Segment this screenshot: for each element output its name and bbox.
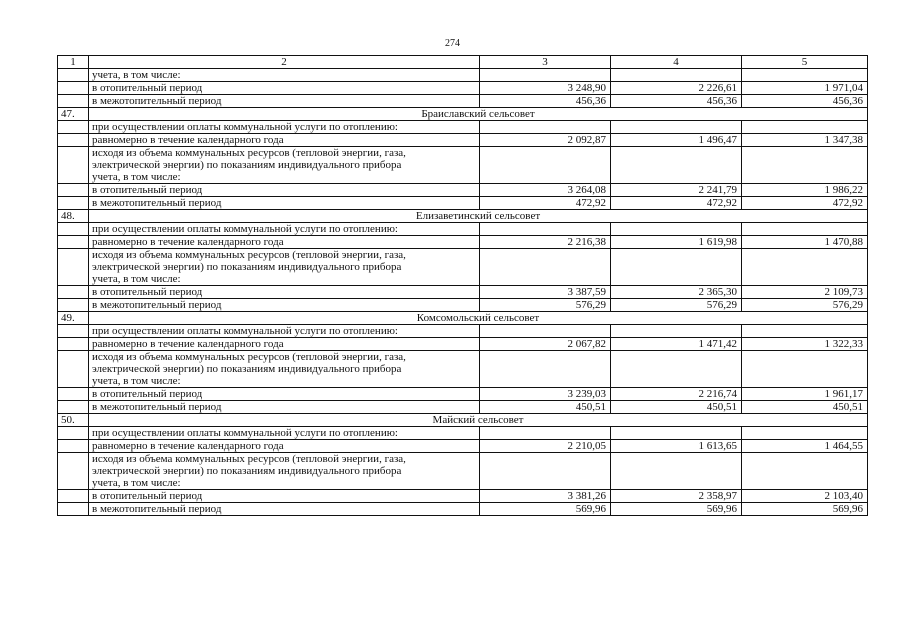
value-col-4 — [611, 223, 742, 236]
section-title: Майский сельсовет — [89, 414, 868, 427]
section-row — [58, 210, 868, 223]
row-description: при осуществлении оплаты коммунальной услуги по отоплению: — [89, 325, 480, 338]
value-col-5: 2 109,73 — [742, 286, 868, 299]
value-col-4: 1 613,65 — [611, 440, 742, 453]
value-col-5 — [742, 427, 868, 440]
value-col-5: 472,92 — [742, 197, 868, 210]
description-line: исходя из объема коммунальных ресурсов (тепловой энергии, газа, — [92, 249, 406, 261]
value-col-3 — [480, 325, 611, 338]
value-col-5: 569,96 — [742, 503, 868, 516]
value-col-3: 3 264,08 — [480, 184, 611, 197]
table-row — [58, 82, 868, 95]
row-number-cell — [58, 95, 89, 108]
description-line: учета, в том числе: — [92, 273, 181, 285]
description-line: учета, в том числе: — [92, 171, 181, 183]
row-description — [89, 453, 480, 490]
row-description: в отопительный период — [89, 286, 480, 299]
row-description: в отопительный период — [89, 184, 480, 197]
row-number-cell — [58, 69, 89, 82]
value-col-3: 456,36 — [480, 95, 611, 108]
value-col-5 — [742, 249, 868, 286]
value-col-3: 3 387,59 — [480, 286, 611, 299]
value-col-3: 2 210,05 — [480, 440, 611, 453]
value-col-3 — [480, 249, 611, 286]
section-title: Браиславский сельсовет — [89, 108, 868, 121]
row-description: в межотопительный период — [89, 95, 480, 108]
row-description: в отопительный период — [89, 388, 480, 401]
description-line: учета, в том числе: — [92, 477, 181, 489]
table-row — [58, 490, 868, 503]
value-col-5: 2 103,40 — [742, 490, 868, 503]
table-row — [58, 286, 868, 299]
value-col-5: 1 464,55 — [742, 440, 868, 453]
row-description: в межотопительный период — [89, 401, 480, 414]
description-line: электрической энергии) по показаниям индивидуального прибора — [92, 261, 402, 273]
table-row — [58, 184, 868, 197]
value-col-3 — [480, 121, 611, 134]
row-number-cell — [58, 147, 89, 184]
value-col-5 — [742, 121, 868, 134]
table-row — [58, 299, 868, 312]
row-description: при осуществлении оплаты коммунальной услуги по отоплению: — [89, 223, 480, 236]
value-col-5: 456,36 — [742, 95, 868, 108]
value-col-4: 2 226,61 — [611, 82, 742, 95]
row-number-cell — [58, 236, 89, 249]
value-col-3: 472,92 — [480, 197, 611, 210]
row-number-cell — [58, 134, 89, 147]
table-row — [58, 134, 868, 147]
value-col-4: 2 358,97 — [611, 490, 742, 503]
row-number-cell — [58, 299, 89, 312]
value-col-5: 1 971,04 — [742, 82, 868, 95]
row-number-cell — [58, 286, 89, 299]
value-col-5 — [742, 147, 868, 184]
value-col-4 — [611, 121, 742, 134]
value-col-3 — [480, 223, 611, 236]
row-number-cell — [58, 401, 89, 414]
tariff-table — [57, 55, 868, 516]
column-header-2: 2 — [89, 56, 480, 69]
value-col-3 — [480, 147, 611, 184]
value-col-4 — [611, 147, 742, 184]
value-col-3: 569,96 — [480, 503, 611, 516]
value-col-5: 1 961,17 — [742, 388, 868, 401]
value-col-3 — [480, 69, 611, 82]
column-header-1: 1 — [58, 56, 89, 69]
value-col-5 — [742, 325, 868, 338]
value-col-3 — [480, 351, 611, 388]
row-number-cell — [58, 503, 89, 516]
value-col-3: 3 248,90 — [480, 82, 611, 95]
row-number-cell — [58, 490, 89, 503]
table-row — [58, 69, 868, 82]
row-number-cell — [58, 351, 89, 388]
table-row — [58, 388, 868, 401]
table-row — [58, 325, 868, 338]
table-row — [58, 249, 868, 286]
section-number: 49. — [58, 312, 89, 325]
value-col-5 — [742, 453, 868, 490]
section-title: Елизаветинский сельсовет — [89, 210, 868, 223]
table-row — [58, 95, 868, 108]
table-row — [58, 453, 868, 490]
row-description: при осуществлении оплаты коммунальной услуги по отоплению: — [89, 427, 480, 440]
value-col-4: 1 496,47 — [611, 134, 742, 147]
value-col-3 — [480, 427, 611, 440]
table-row — [58, 440, 868, 453]
value-col-5 — [742, 351, 868, 388]
tariff-table-body — [58, 56, 868, 516]
section-row — [58, 414, 868, 427]
row-number-cell — [58, 121, 89, 134]
row-number-cell — [58, 325, 89, 338]
row-number-cell — [58, 338, 89, 351]
value-col-3: 2 216,38 — [480, 236, 611, 249]
row-description: равномерно в течение календарного года — [89, 134, 480, 147]
row-number-cell — [58, 427, 89, 440]
value-col-3: 450,51 — [480, 401, 611, 414]
value-col-5: 576,29 — [742, 299, 868, 312]
description-line: электрической энергии) по показаниям индивидуального прибора — [92, 465, 402, 477]
value-col-4 — [611, 453, 742, 490]
column-header-3: 3 — [480, 56, 611, 69]
value-col-4: 472,92 — [611, 197, 742, 210]
row-description: равномерно в течение календарного года — [89, 338, 480, 351]
section-row — [58, 312, 868, 325]
row-description: равномерно в течение календарного года — [89, 440, 480, 453]
row-description: равномерно в течение календарного года — [89, 236, 480, 249]
value-col-4: 456,36 — [611, 95, 742, 108]
table-row — [58, 427, 868, 440]
table-row — [58, 338, 868, 351]
value-col-3: 2 067,82 — [480, 338, 611, 351]
value-col-3 — [480, 453, 611, 490]
value-col-4: 2 216,74 — [611, 388, 742, 401]
value-col-4: 450,51 — [611, 401, 742, 414]
value-col-3: 3 239,03 — [480, 388, 611, 401]
description-line: электрической энергии) по показаниям индивидуального прибора — [92, 159, 402, 171]
row-description: в отопительный период — [89, 490, 480, 503]
row-description — [89, 249, 480, 286]
row-description — [89, 351, 480, 388]
row-number-cell — [58, 440, 89, 453]
column-header-4: 4 — [611, 56, 742, 69]
page-number: 274 — [445, 38, 460, 49]
section-number: 47. — [58, 108, 89, 121]
table-row — [58, 197, 868, 210]
value-col-4: 1 471,42 — [611, 338, 742, 351]
row-description: в межотопительный период — [89, 299, 480, 312]
value-col-3: 576,29 — [480, 299, 611, 312]
value-col-4 — [611, 249, 742, 286]
row-number-cell — [58, 223, 89, 236]
table-row — [58, 503, 868, 516]
row-number-cell — [58, 82, 89, 95]
value-col-4: 569,96 — [611, 503, 742, 516]
row-number-cell — [58, 184, 89, 197]
row-description: учета, в том числе: — [89, 69, 480, 82]
table-row — [58, 401, 868, 414]
table-row — [58, 223, 868, 236]
value-col-4 — [611, 69, 742, 82]
description-line: исходя из объема коммунальных ресурсов (тепловой энергии, газа, — [92, 147, 406, 159]
table-row — [58, 351, 868, 388]
value-col-4 — [611, 427, 742, 440]
table-row — [58, 236, 868, 249]
table-row — [58, 147, 868, 184]
value-col-5: 1 322,33 — [742, 338, 868, 351]
row-description — [89, 147, 480, 184]
value-col-5: 1 986,22 — [742, 184, 868, 197]
value-col-4: 1 619,98 — [611, 236, 742, 249]
section-number: 50. — [58, 414, 89, 427]
row-number-cell — [58, 453, 89, 490]
value-col-4 — [611, 351, 742, 388]
description-line: исходя из объема коммунальных ресурсов (тепловой энергии, газа, — [92, 351, 406, 363]
value-col-3: 2 092,87 — [480, 134, 611, 147]
row-description: в межотопительный период — [89, 197, 480, 210]
row-number-cell — [58, 249, 89, 286]
row-number-cell — [58, 197, 89, 210]
row-description: в отопительный период — [89, 82, 480, 95]
value-col-4: 576,29 — [611, 299, 742, 312]
section-row — [58, 108, 868, 121]
table-row — [58, 121, 868, 134]
value-col-5: 1 347,38 — [742, 134, 868, 147]
row-description: при осуществлении оплаты коммунальной услуги по отоплению: — [89, 121, 480, 134]
value-col-4: 2 241,79 — [611, 184, 742, 197]
row-number-cell — [58, 388, 89, 401]
column-number-header-row — [58, 56, 868, 69]
value-col-5: 1 470,88 — [742, 236, 868, 249]
section-title: Комсомольский сельсовет — [89, 312, 868, 325]
value-col-4 — [611, 325, 742, 338]
section-number: 48. — [58, 210, 89, 223]
description-line: электрической энергии) по показаниям индивидуального прибора — [92, 363, 402, 375]
value-col-5 — [742, 223, 868, 236]
description-line: исходя из объема коммунальных ресурсов (тепловой энергии, газа, — [92, 453, 406, 465]
value-col-5: 450,51 — [742, 401, 868, 414]
value-col-3: 3 381,26 — [480, 490, 611, 503]
row-description: в межотопительный период — [89, 503, 480, 516]
value-col-5 — [742, 69, 868, 82]
column-header-5: 5 — [742, 56, 868, 69]
value-col-4: 2 365,30 — [611, 286, 742, 299]
description-line: учета, в том числе: — [92, 375, 181, 387]
